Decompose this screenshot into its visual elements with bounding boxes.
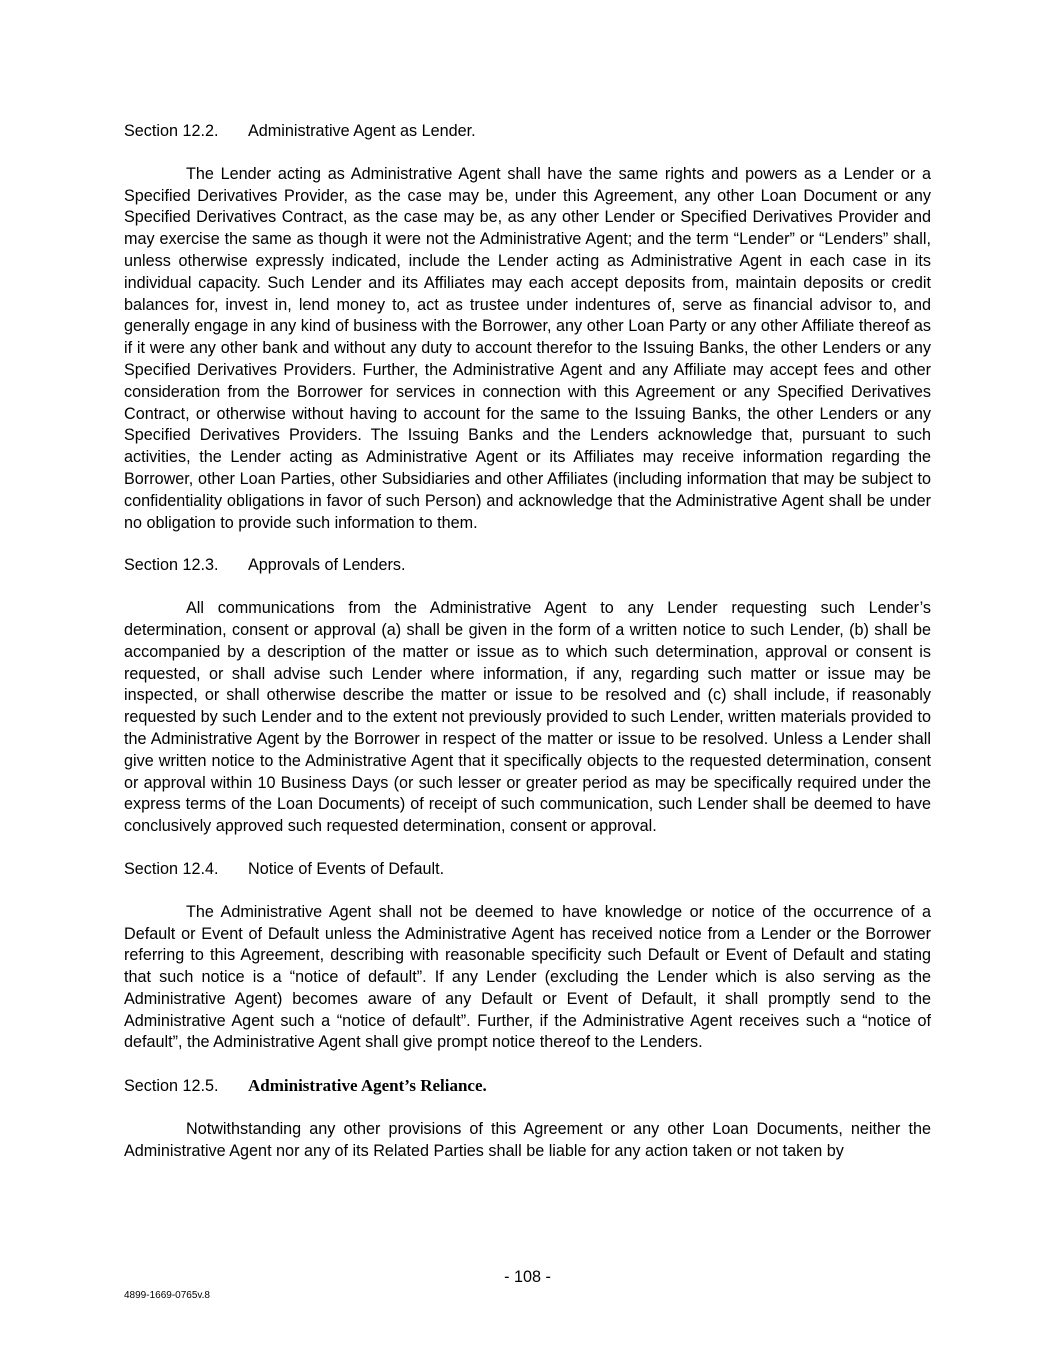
section-body-12-5: Notwithstanding any other provisions of this Agreement or any other Loan Documents, neither the Administrative Agent nor any of its Related Parties shall be liable for any action taken or not taken by [124, 1120, 931, 1160]
section-number: Section 12.5. [124, 1077, 219, 1096]
section-title: Approvals of Lenders. [248, 556, 406, 575]
section-body-12-2: The Lender acting as Administrative Agent shall have the same rights and powers as a Lender or a Specified Derivatives Provider, as the case may be, under this Agreement, any other Loan Document or any Specified Derivatives Contract, as the case may be, as any other Lender or Specified Derivatives Provider and may exercise the same as though it were not the Administrative Agent; and the term “Lender” or “Lenders” shall, unless otherwise expressly indicated, include the Lender acting as Administrative Agent in each case in its individual capacity. Such Lender and its Affiliates may each accept deposits from, maintain deposits or credit balances for, invest in, lend money to, act as trustee under indentures of, serve as financial advisor to, and generally engage in any kind of business with the Borrower, any other Loan Party or any other Affiliate thereof as if it were any other bank and without any duty to account therefor to the Issuing Banks, the other Lenders or any Specified Derivatives Providers. Further, the Administrative Agent and any Affiliate may accept fees and other consideration from the Borrower for services in connection with this Agreement or any Specified Derivatives Contract, or otherwise without having to account for the same to the Issuing Banks, the other Lenders or any Specified Derivatives Providers. The Issuing Banks and the Lenders acknowledge that, pursuant to such activities, the Lender acting as Administrative Agent or its Affiliates may receive information regarding the Borrower, other Loan Parties, other Subsidiaries and other Affiliates (including information that may be subject to confidentiality obligations in favor of such Person) and acknowledge that the Administrative Agent shall be under no obligation to provide such information to them. [124, 164, 931, 532]
section-heading-12-5 [124, 1075, 931, 1098]
section-body-12-4: The Administrative Agent shall not be deemed to have knowledge or notice of the occurrence of a Default or Event of Default unless the Administrative Agent has received notice from a Lender or the Borrower referring to this Agreement, describing with reasonable specificity such Default or Event of Default and stating that such notice is a “notice of default”. If any Lender (excluding the Lender which is also serving as the Administrative Agent) becomes aware of any Default or Event of Default, it shall promptly send to the Administrative Agent such a “notice of default”. Further, if the Administrative Agent receives such a “notice of default”, the Administrative Agent shall give prompt notice thereof to the Lenders. [124, 902, 931, 1052]
section-title: Administrative Agent’s Reliance. [248, 1076, 487, 1096]
page-number: - 108 - [504, 1268, 551, 1286]
section-number: Section 12.2. [124, 122, 219, 140]
document-id: 4899-1669-0765v.8 [124, 1290, 210, 1301]
section-number: Section 12.4. [124, 859, 219, 878]
section-heading-12-3 [124, 555, 931, 577]
section-heading-12-2 [124, 121, 931, 143]
section-heading-12-4 [124, 859, 931, 881]
section-body-12-3: All communications from the Administrative Agent to any Lender requesting such Lender’s determination, consent or approval (a) shall be given in the form of a written notice to such Lender, (b) shall be accompanied by a description of the matter or issue as to which such determination, approval or consent is requested, or shall advise such Lender where information, if any, regarding such matter or issue may be inspected, or shall otherwise describe the matter or issue to be resolved and (c) shall include, if reasonably requested by such Lender and to the extent not previously provided to such Lender, written materials provided to the Administrative Agent by the Borrower in respect of the matter or issue to be resolved. Unless a Lender shall give written notice to the Administrative Agent that it specifically objects to the requested determination, consent or approval within 10 Business Days (or such lesser or greater period as may be specifically required under the express terms of the Loan Documents) of receipt of such communication, such Lender shall be deemed to have conclusively approved such requested determination, consent or approval. [124, 599, 931, 836]
section-number: Section 12.3. [124, 556, 219, 575]
document-page [124, 121, 931, 1184]
section-title: Administrative Agent as Lender. [248, 122, 476, 140]
section-title: Notice of Events of Default. [248, 859, 445, 878]
